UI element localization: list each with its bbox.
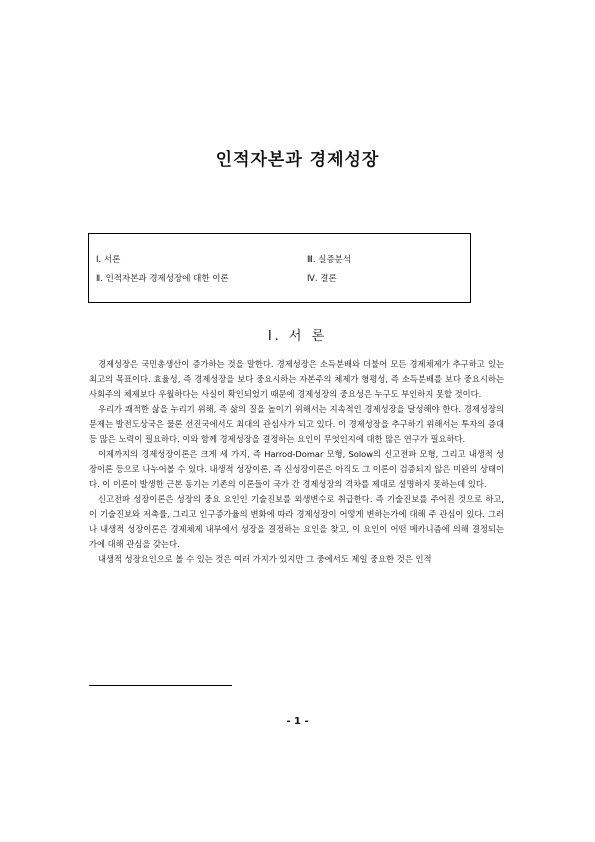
toc-item-empirical-analysis: Ⅲ. 실증분석 <box>307 255 352 265</box>
document-title: 인적자본과 경제성장 <box>215 150 380 170</box>
toc-item-theory: Ⅱ. 인적자본과 경제성장에 대한 이론 <box>96 274 229 284</box>
footnote-divider <box>89 685 232 686</box>
paragraph: 내생적 성장요인으로 볼 수 있는 것은 여러 가지가 있지만 그 중에서도 제일 중요한 것은 인적 <box>98 554 432 564</box>
toc-item-conclusion: Ⅳ. 결론 <box>307 274 337 284</box>
paragraph: 경제성장은 국민총생산이 증가하는 것을 말한다. 경제성장은 소득분배와 더불어 모든 경제체제가 추구하고 있는 최고의 목표이다. 효율성, 즉 경제성장을 보다 중요시하는 자본주의 체제가 형평성, 즉 소득분배를 보다 중요시하는 사회주의 체제보다 우월하다는 사실이 확인되었기 때문에 경제성장의 중요성은 누구도 부인하지 못할 것이다. <box>89 359 504 399</box>
paragraph: 신고전파 성장이론은 성장의 중요 요인인 기술진보를 외생변수로 취급한다. 즉 기술진보를 주어진 것으로 하고, 이 기술진보와 저축률, 그리고 인구증가율의 변화에 따라 경제성장이 어떻게 변하는가에 대해 주 관심이 있다. 그러나 내생적 성장이론은 경제체제 내부에서 성장을 결정하는 요인을 찾고, 이 요인이 어떤 메카니즘에 의해 결정되는가에 대해 관심을 갖는다. <box>89 494 504 549</box>
paragraph: 우리가 쾌적한 삶을 누리기 위해, 즉 삶의 질을 높이기 위해서는 지속적인 경제성장을 달성해야 한다. 경제성장의 문제는 발전도상국은 물론 선진국에서도 최대의 관심사가 되고 있다. 이 경제성장을 추구하기 위해서는 투자의 증대 등 많은 노력이 필요하다. 이와 함께 경제성장을 결정하는 요인이 무엇인지에 대한 많은 연구가 필요하다. <box>89 404 504 444</box>
toc-item-introduction: Ⅰ. 서론 <box>96 255 121 265</box>
body-text <box>89 357 504 567</box>
table-of-contents <box>88 233 471 303</box>
page-number: - 1 - <box>286 716 309 727</box>
section-heading: Ⅰ. 서 론 <box>267 329 328 344</box>
paragraph: 이제까지의 경제성장이론은 크게 세 가지, 즉 Harrod-Domar 모형, Solow의 신고전파 모형, 그리고 내생적 성장이론 등으로 나누어볼 수 있다. 내생적 성장이론, 즉 신성장이론은 아직도 그 이론이 검증되지 않은 미완의 상태이다. 이 이론이 발생한 근본 동기는 기존의 이론들이 국가 간 경제성장의 격차를 제대로 설명하지 못하는데 있다. <box>89 449 504 489</box>
